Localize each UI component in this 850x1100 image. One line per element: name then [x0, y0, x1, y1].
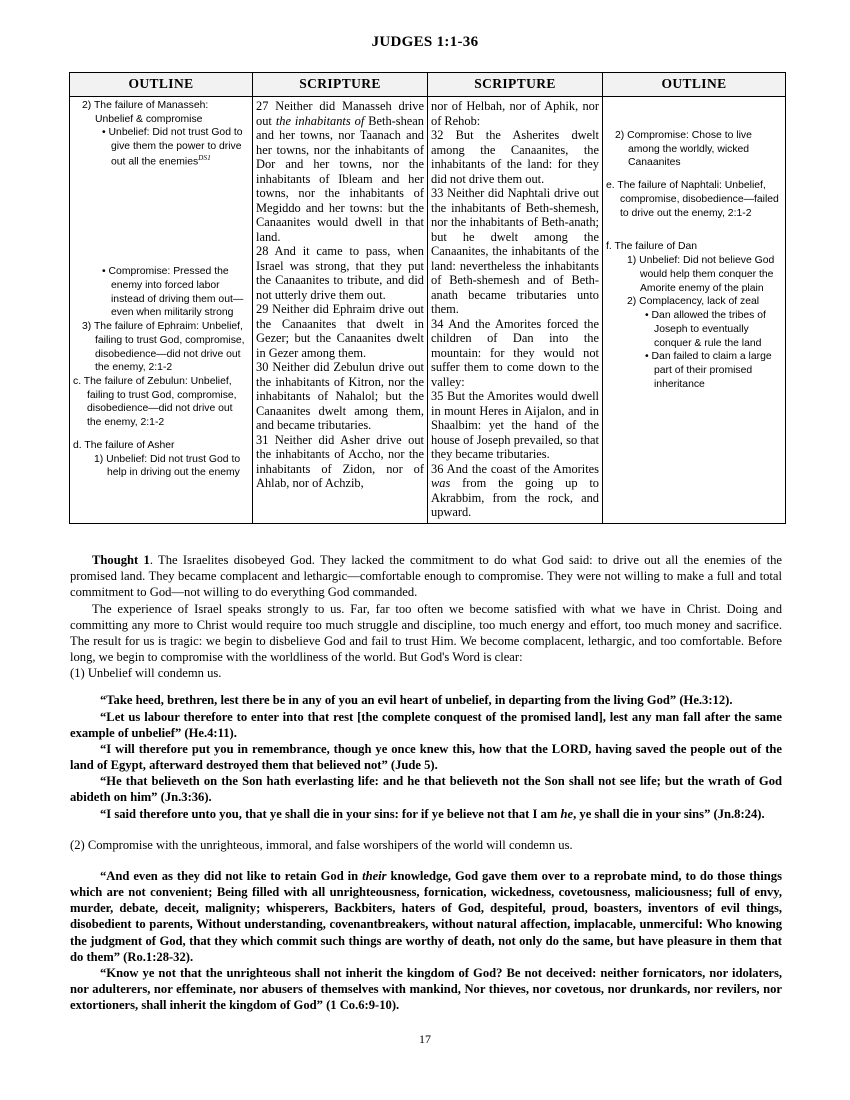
- outline-item-dan-bullet-1: • Dan allowed the tribes of Joseph to eventually conquer & rule the land: [645, 310, 766, 349]
- outline-item-dan-complacency: 2) Complacency, lack of zeal: [627, 296, 760, 308]
- scripture-verse: nor of Helbah, nor of Aphik, nor of Rehob:: [431, 99, 599, 128]
- outline-spacer-3: [606, 170, 782, 179]
- scripture-verse: 32 But the Asherites dwelt among the Canaanites, the inhabitants of the land: for they did not drive them out.: [431, 128, 599, 186]
- scripture-quote: “I said therefore unto you, that ye shall die in your sins: for if ye believe not that I am he, ye shall die in your sins” (Jn.8:24).: [100, 806, 765, 821]
- thought-paragraph-1: [70, 552, 782, 601]
- scripture-verse: 30 Neither did Zebulun drive out the inhabitants of Kitron, nor the inhabitants of Nahalol; but the Canaanites dwelt among them, and became tributaries.: [256, 360, 424, 432]
- outline-item-naphtali: e. The failure of Naphtali: Unbelief, compromise, disobedience—failed to drive out the enemy, 2:1-2: [606, 180, 779, 219]
- column-header-scripture-left: SCRIPTURE: [253, 73, 428, 97]
- outline-item-manasseh-compromise: • Compromise: Pressed the enemy into forced labor instead of driving them out—even when militarily strong: [102, 266, 244, 319]
- outline-item-dan: f. The failure of Dan: [606, 241, 698, 253]
- outline-item-manasseh-unbelief-text: Unbelief: Did not trust God to give them the power to drive out all the enemies: [108, 127, 243, 168]
- outline-item-dan-bullet-2-text: Dan failed to claim a large part of their promised inheritance: [651, 351, 772, 390]
- thought-paragraph-1-text: . The Israelites disobeyed God. They lacked the commitment to do what God said: to drive out all the enemies of the promised land. They became complacent and lethargic—comfortable enough to compromise. They were not willing to make a full and total commitment to God—not willing to do everything God commanded.: [70, 553, 782, 600]
- scripture-verse: 29 Neither did Ephraim drive out the Canaanites that dwelt in Gezer; but the Canaanites dwelt in Gezer among them.: [256, 302, 424, 360]
- scripture-verse: 33 Neither did Naphtali drive out the inhabitants of Beth-shemesh, nor the inhabitants of Beth-anath; but he dwelt among the Canaanites, the inhabitants of the land: nevertheless the inhabitants of Beth-shemesh and of Beth-anath became tributaries unto them.: [431, 186, 599, 316]
- scripture-verse: 36 And the coast of the Amorites was from the going up to Akrabbim, from the rock, and upward.: [431, 461, 599, 519]
- scripture-quote: “Know ye not that the unrighteous shall not inherit the kingdom of God? Be not deceived: neither fornicators, nor idolaters, nor adulterers, nor effeminate, nor abusers of themselves with mankind, Nor thieves, nor covetous, nor drunkards, nor revilers, nor extortioners, shall inherit the kingdom of God” (1 Co.6:9-10).: [70, 965, 782, 1013]
- scripture-verse: 34 And the Amorites forced the children of Dan into the mountain: for they would not suffer them to come down to the valley:: [431, 316, 599, 389]
- page-number: 17: [419, 1032, 431, 1046]
- scripture-verse: 27 Neither did Manasseh drive out the inhabitants of Beth-shean and her towns, nor Taanach and her towns, nor the inhabitants of Dor and her towns, nor the inhabitants of Ibleam and her towns, nor the inhabitants of Megiddo and her towns: but the Canaanites would dwell in that land.: [256, 99, 425, 244]
- table-header-row: [70, 73, 786, 97]
- paragraph-spacer: [70, 853, 782, 868]
- footnote-marker: DS1: [198, 153, 211, 162]
- column-header-outline-left: OUTLINE: [70, 73, 253, 97]
- outline-item-dan-unbelief: 1) Unbelief: Did not believe God would help them conquer the Amorite enemy of the plain: [627, 255, 775, 294]
- paragraph-spacer: [70, 681, 782, 692]
- scripture-quote: “I will therefore put you in remembrance, though ye once knew this, how that the LORD, having saved the people out of the land of Egypt, afterward destroyed them that believed not” (Jude 5).: [70, 741, 783, 773]
- scripture-quote: “Let us labour therefore to enter into that rest [the complete conquest of the promised land], lest any man fall after the same example of unbelief” (He.4:11).: [70, 709, 782, 740]
- outline-item-manasseh: 2) The failure of Manasseh: Unbelief & compromise: [82, 100, 209, 125]
- point-1: (1) Unbelief will condemn us.: [70, 666, 222, 681]
- outline-spacer-top: [606, 99, 782, 129]
- scripture-left-cell: [253, 97, 428, 524]
- scripture-verse: 35 But the Amorites would dwell in mount Heres in Aijalon, and in Shaalbim: yet the hand of the house of Joseph prevailed, so that they became tributaries.: [431, 389, 599, 461]
- thought-paragraph-2: The experience of Israel speaks strongly to us. Far, far too often we become satisfied with what we have in Christ. Doing and committing any more to Christ would require too much struggle and discipline, too much energy and effort, too much money and sacrifice. The result for us is tragic: we begin to disbelieve God and fail to trust Him. We become complacent, lethargic, and too comfortable. Before long, we begin to compromise with the worldliness of the world. But God's Word is clear:: [70, 601, 782, 665]
- column-header-outline-right: OUTLINE: [603, 73, 786, 97]
- scripture-quote: “He that believeth on the Son hath everlasting life: and he that believeth not the Son shall not see life; but the wrath of God abideth on him” (Jn.3:36).: [70, 774, 782, 805]
- scripture-right-cell: [428, 97, 603, 524]
- paragraph-spacer: [70, 822, 782, 837]
- scripture-verse: 28 And it came to pass, when Israel was strong, that they put the Canaanites to tribute, and did not utterly drive them out.: [256, 244, 424, 302]
- scripture-quote: “Take heed, brethren, lest there be in any of you an evil heart of unbelief, in departing from the living God” (He.3:12).: [100, 693, 733, 708]
- outline-spacer-2: [73, 430, 249, 439]
- commentary-section: [70, 552, 782, 1013]
- outline-item-manasseh-compromise-text: Compromise: Pressed the enemy into forced labor instead of driving them out—even when militarily strong: [108, 266, 244, 319]
- column-header-scripture-right: SCRIPTURE: [428, 73, 603, 97]
- outline-spacer-4: [606, 220, 782, 240]
- scripture-quote: “And even as they did not like to retain God in their knowledge, God gave them over to a reprobate mind, to do those things which are not convenient; Being filled with all unrighteousness, fornication, wickedness, covetousness, maliciousness; full of envy, murder, debate, deceit, malignity; whisperers, Backbiters, haters of God, despiteful, proud, boasters, inventors of evil things, disobedient to parents, Without understanding, covenantbreakers, without natural affection, implacable, unmerciful: Who knowing the judgment of God, that they which commit such things are worthy of death, not only do the same, but have pleasure in them that do them” (Ro.1:28-32).: [70, 868, 782, 964]
- outline-item-zebulun: c. The failure of Zebulun: Unbelief, failing to trust God, compromise, disobedience—did not drive out the enemy, 2:1-2: [73, 376, 237, 429]
- outline-item-compromise: 2) Compromise: Chose to live among the worldly, wicked Canaanites: [615, 130, 752, 169]
- outline-scripture-table: [69, 72, 786, 524]
- outline-item-dan-bullet-1-text: Dan allowed the tribes of Joseph to eventually conquer & rule the land: [651, 310, 766, 349]
- outline-item-dan-bullet-2: • Dan failed to claim a large part of their promised inheritance: [645, 351, 772, 390]
- thought-label: Thought 1: [92, 553, 150, 567]
- point-2: (2) Compromise with the unrighteous, immoral, and false worshipers of the world will condemn us.: [70, 837, 573, 852]
- page-title: JUDGES 1:1-36: [371, 34, 479, 50]
- outline-spacer: [73, 169, 249, 265]
- outline-left-cell: [70, 97, 253, 524]
- table-row: [70, 97, 786, 524]
- outline-right-cell: [603, 97, 786, 524]
- outline-item-asher: d. The failure of Asher: [73, 439, 175, 451]
- outline-item-ephraim: 3) The failure of Ephraim: Unbelief, failing to trust God, compromise, disobedience—did not drive out the enemy, 2:1-2: [82, 321, 245, 374]
- outline-item-asher-unbelief: 1) Unbelief: Did not trust God to help in driving out the enemy: [94, 453, 241, 479]
- scripture-verse: 31 Neither did Asher drive out the inhabitants of Accho, nor the inhabitants of Zidon, nor of Ahlab, nor of Achzib,: [256, 432, 424, 490]
- outline-item-manasseh-unbelief: • Unbelief: Did not trust God to give them the power to drive out all the enemies$^{DS1}$: [102, 127, 243, 168]
